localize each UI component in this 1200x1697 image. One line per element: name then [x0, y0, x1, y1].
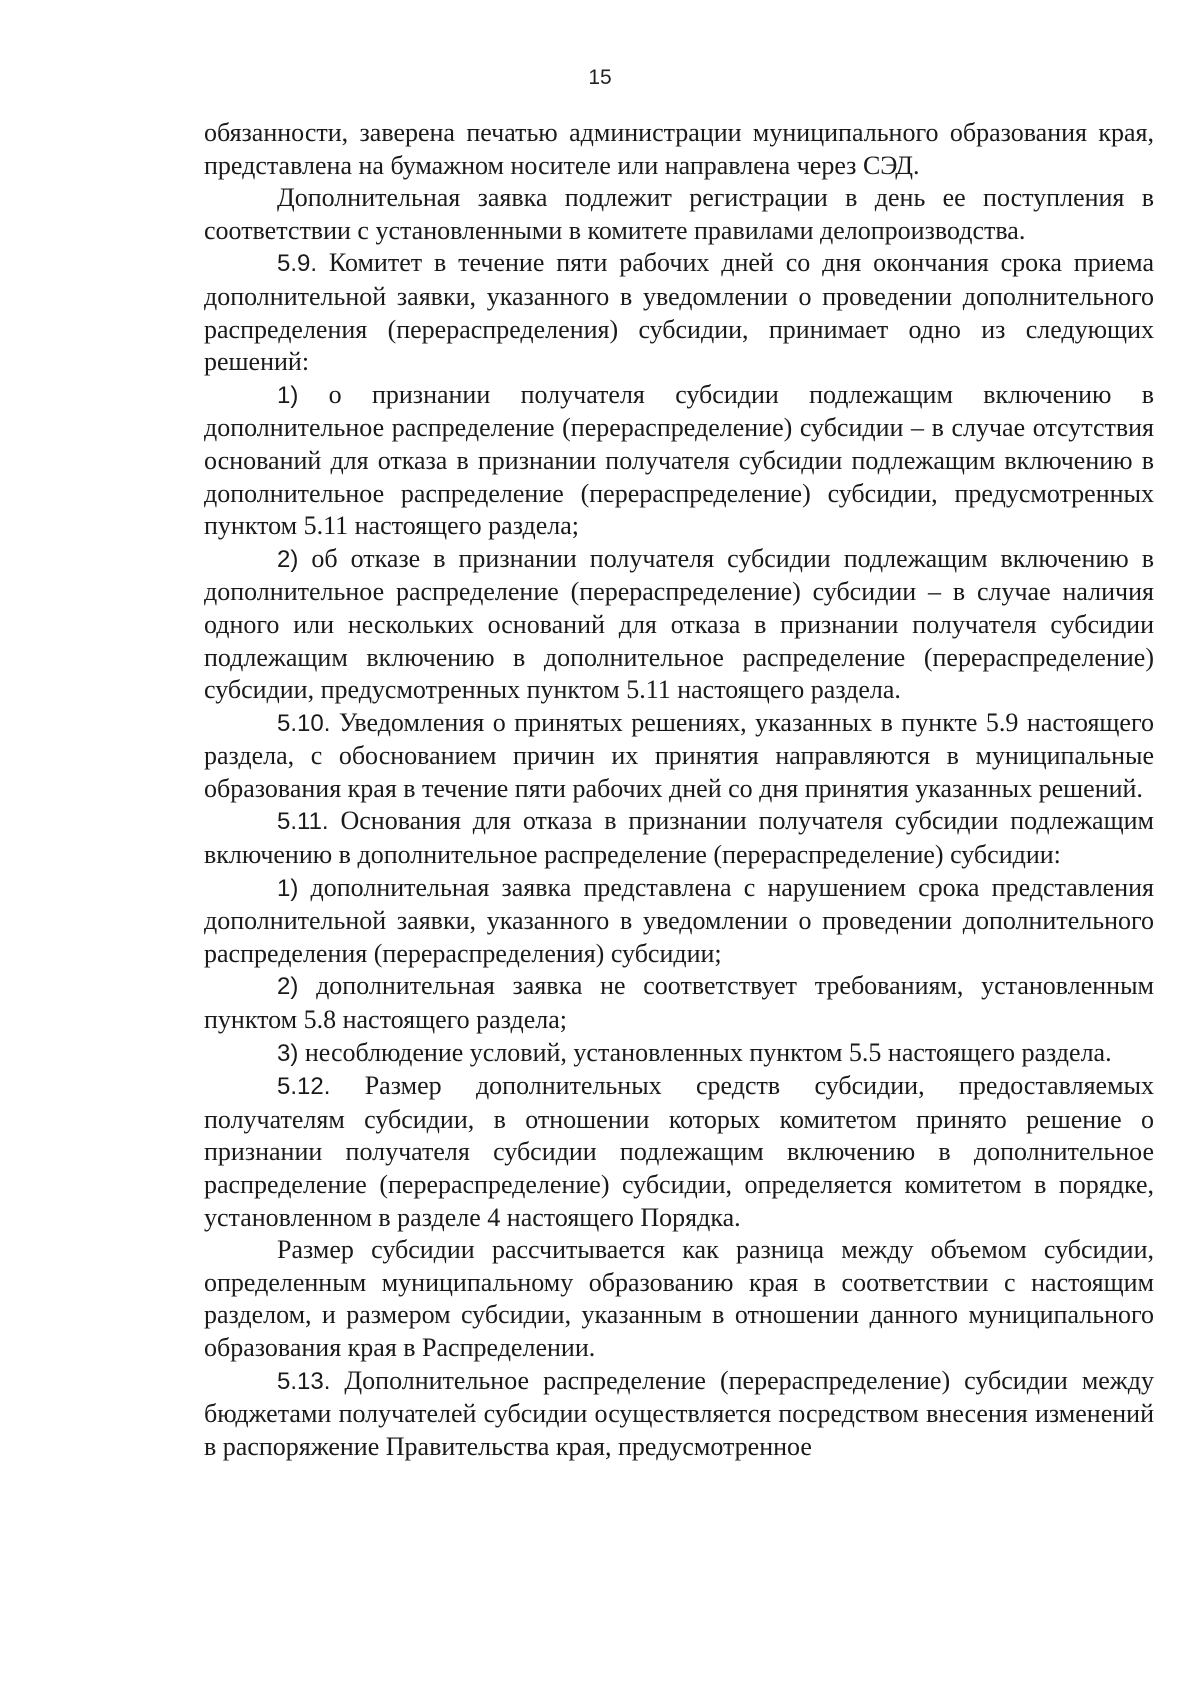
- paragraph: [204, 1234, 1154, 1364]
- paragraph-text: дополнительная заявка не соответствует требованиям, установленным пунктом 5.8 настоящего раздела;: [204, 971, 1154, 1035]
- list-item-number: 3): [277, 1039, 299, 1067]
- document-body: [204, 117, 1154, 1463]
- paragraph-text: несоблюдение условий, установленных пунктом 5.5 настоящего раздела.: [298, 1037, 1112, 1067]
- clause-number: 5.12.: [277, 1073, 331, 1101]
- clause-number: 5.13.: [277, 1367, 331, 1395]
- clause-number: 5.10.: [277, 709, 331, 737]
- paragraph-text: обязанности, заверена печатью администрации муниципального образования края, представлена на бумажном носителе или направлена через СЭД.: [204, 118, 1154, 180]
- list-item-number: 2): [277, 973, 299, 1001]
- list-item-number: 1): [277, 874, 299, 902]
- paragraph-text: Размер субсидии рассчитывается как разница между объемом субсидии, определенным муниципальному образованию края в соответствии с настоящим разделом, и размером субсидии, указанным в отношении данного муниципального образования края в Распределении.: [204, 1235, 1154, 1362]
- paragraph: [204, 182, 1154, 247]
- clause-paragraph: [204, 805, 1154, 871]
- list-item-paragraph: [204, 1037, 1154, 1071]
- paragraph-text: Уведомления о принятых решениях, указанных в пункте 5.9 настоящего раздела, с обоснованием причин их принятия направляются в муниципальные образования края в течение пяти рабочих дней со дня принятия указанных решений.: [204, 707, 1154, 803]
- paragraph: [204, 117, 1154, 182]
- paragraph-text: Дополнительное распределение (перераспределение) субсидии между бюджетами получателей субсидии осуществляется посредством внесения изменений в распоряжение Правительства края, предусмотренное: [204, 1365, 1154, 1461]
- list-item-number: 2): [277, 545, 299, 573]
- clause-paragraph: [204, 707, 1154, 806]
- list-item-paragraph: [204, 379, 1154, 543]
- paragraph-text: о признании получателя субсидии подлежащим включению в дополнительное распределение (перераспределение) субсидии – в случае отсутствия оснований для отказа в признании получателя субсидии подлежащим включению в дополнительное распределение (перераспределение) субсидии, предусмотренных пунктом 5.11 настоящего раздела;: [204, 379, 1154, 541]
- paragraph-text: Комитет в течение пяти рабочих дней со дня окончания срока приема дополнительной заявки, указанного в уведомлении о проведении дополнительного распределения (перераспределения) субсидии, принимает одно из следующих решений:: [204, 248, 1154, 377]
- list-item-paragraph: [204, 970, 1154, 1036]
- page-number: 15: [588, 66, 612, 89]
- list-item-paragraph: [204, 543, 1154, 707]
- list-item-number: 1): [277, 381, 299, 409]
- clause-paragraph: [204, 247, 1154, 378]
- paragraph-text: об отказе в признании получателя субсидии подлежащим включению в дополнительное распределение (перераспределение) субсидии – в случае наличия одного или нескольких оснований для отказа в признании получателя субсидии подлежащим включению в дополнительное распределение (перераспределение) субсидии, предусмотренных пунктом 5.11 настоящего раздела.: [204, 543, 1154, 705]
- paragraph-text: Дополнительная заявка подлежит регистрации в день ее поступления в соответствии с установленными в комитете правилами делопроизводства.: [204, 183, 1154, 245]
- paragraph-text: Размер дополнительных средств субсидии, предоставляемых получателям субсидии, в отношении которых комитетом принято решение о признании получателя субсидии подлежащим включению в дополнительное распределение (перераспределение) субсидии, определяется комитетом в порядке, установленном в разделе 4 настоящего Порядка.: [204, 1071, 1154, 1232]
- clause-paragraph: [204, 1070, 1154, 1234]
- paragraph-text: Основания для отказа в признании получателя субсидии подлежащим включению в дополнительное распределение (перераспределение) субсидии:: [204, 806, 1154, 870]
- clause-number: 5.11.: [277, 808, 329, 836]
- clause-number: 5.9.: [277, 250, 318, 278]
- clause-paragraph: [204, 1365, 1154, 1464]
- paragraph-text: дополнительная заявка представлена с нарушением срока представления дополнительной заявки, указанного в уведомлении о проведении дополнительного распределения (перераспределения) субсидии;: [204, 872, 1154, 968]
- list-item-paragraph: [204, 872, 1154, 971]
